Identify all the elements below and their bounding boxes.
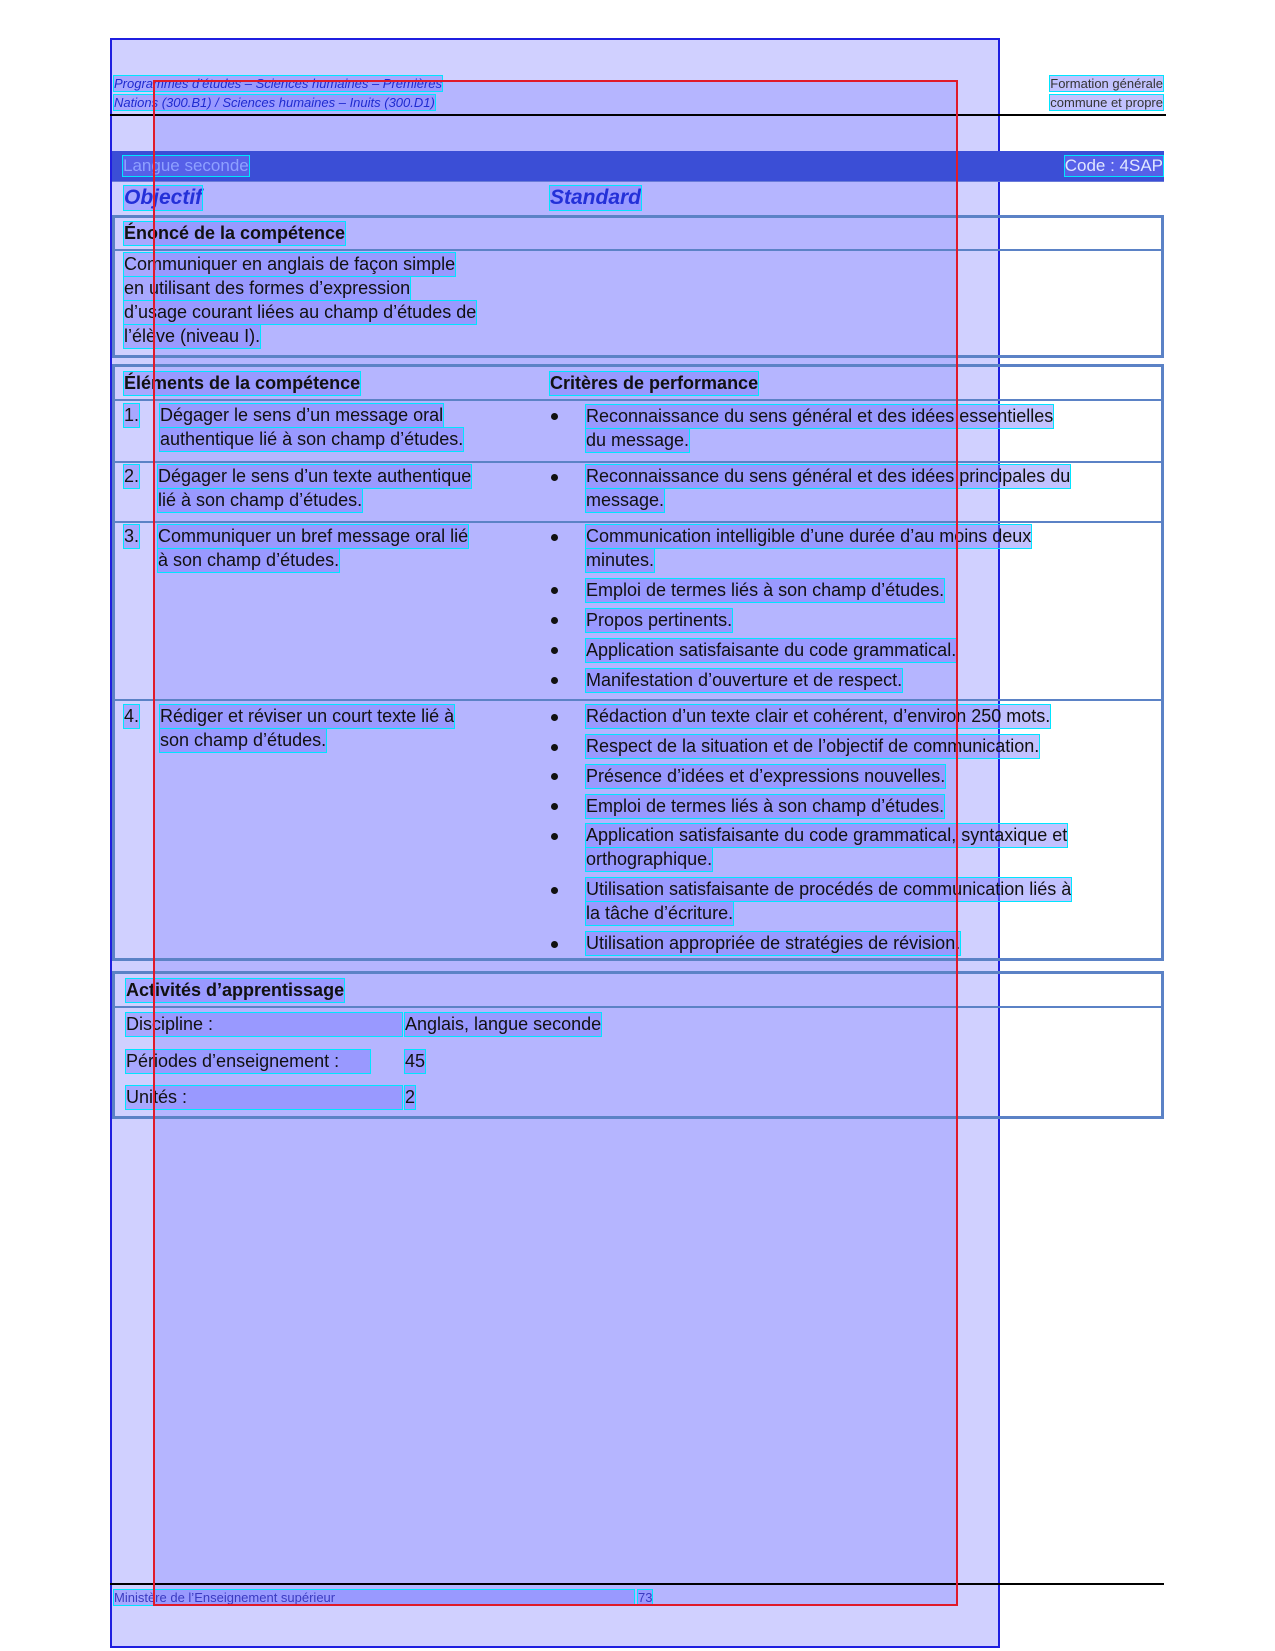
activity-value: 45 [405,1051,426,1071]
formation-label-line2: commune et propre [1050,95,1163,110]
criteria-heading: Critères de performance [550,373,759,393]
criterion-text: Communication intelligible d’une durée d’au moins deux [586,526,1032,546]
criterion-text: Rédaction d’un texte clair et cohérent, d’environ 250 mots. [586,706,1051,726]
elements-heading: Éléments de la compétence [124,373,361,393]
element-text: authentique lié à son champ d’études. [160,429,464,449]
criterion-text: Emploi de termes liés à son champ d’études. [586,580,945,600]
bullet-icon [551,587,558,594]
competency-heading: Énoncé de la compétence [124,223,346,243]
criterion-text: Emploi de termes liés à son champ d’études. [586,796,945,816]
criterion-text: du message. [586,430,690,450]
footer-ministry: Ministère de l’Enseignement supérieur [114,1590,634,1605]
criterion-text: Application satisfaisante du code grammatical, syntaxique et [586,825,1068,845]
element-number: 4. [124,706,140,726]
activity-value: Anglais, langue seconde [405,1014,602,1034]
element-text: son champ d’études. [160,730,327,750]
bullet-icon [551,941,558,948]
criterion-text: orthographique. [586,849,713,869]
criterion-text: Reconnaissance du sens général et des idées principales du [586,466,1071,486]
criterion-text: Reconnaissance du sens général et des idées essentielles [586,406,1054,426]
element-number: 2. [124,466,140,486]
standard-label: Standard [550,186,642,209]
element-text: Communiquer un bref message oral lié [158,526,469,546]
program-title-line1: Programmes d’études – Sciences humaines – Premières [114,76,443,91]
activity-label: Périodes d’enseignement : [126,1050,370,1073]
criterion-text: Application satisfaisante du code grammatical. [586,640,957,660]
element-text: à son champ d’études. [158,550,340,570]
activities-heading: Activités d’apprentissage [126,980,345,1000]
objective-label: Objectif [124,186,203,209]
course-band [112,151,1164,182]
bullet-icon [551,887,558,894]
footer-rule [110,1583,1164,1585]
bullet-icon [551,833,558,840]
bullet-icon [551,647,558,654]
bullet-icon [551,744,558,751]
formation-label-line1: Formation générale [1050,76,1163,91]
element-text: lié à son champ d’études. [158,490,363,510]
bullet-icon [551,617,558,624]
criterion-text: Présence d’idées et d’expressions nouvelles. [586,766,946,786]
competency-line: en utilisant des formes d’expression [124,278,411,298]
activity-value: 2 [405,1087,416,1107]
element-text: Dégager le sens d’un message oral [160,405,444,425]
criterion-text: message. [586,490,665,510]
element-number: 1. [124,405,140,425]
bullet-icon [551,474,558,481]
bullet-icon [551,773,558,780]
competency-line: d’usage courant liées au champ d’études de [124,302,477,322]
criterion-text: la tâche d’écriture. [586,903,734,923]
element-text: Rédiger et réviser un court texte lié à [160,706,455,726]
activity-label: Discipline : [126,1013,402,1036]
criterion-text: Utilisation appropriée de stratégies de révision. [586,933,961,953]
element-text: Dégager le sens d’un texte authentique [158,466,472,486]
bullet-icon [551,677,558,684]
criterion-text: Utilisation satisfaisante de procédés de communication liés à [586,879,1072,899]
activity-label: Unités : [126,1086,402,1109]
course-code: Code : 4SAP [1064,156,1163,175]
competency-line: l’élève (niveau I). [124,326,261,346]
bullet-icon [551,534,558,541]
elements-box [112,364,1164,961]
competency-line: Communiquer en anglais de façon simple [124,254,456,274]
criterion-text: minutes. [586,550,655,570]
page-number: 73 [638,1590,653,1605]
criterion-text: Propos pertinents. [586,610,733,630]
bullet-icon [551,714,558,721]
criterion-text: Respect de la situation et de l’objectif de communication. [586,736,1040,756]
criterion-text: Manifestation d’ouverture et de respect. [586,670,903,690]
course-title: Langue seconde [123,156,249,175]
element-number: 3. [124,526,140,546]
program-title-line2: Nations (300.B1) / Sciences humaines – Inuits (300.D1) [114,95,435,110]
header-rule [110,114,1166,116]
bullet-icon [551,413,558,420]
bullet-icon [551,803,558,810]
